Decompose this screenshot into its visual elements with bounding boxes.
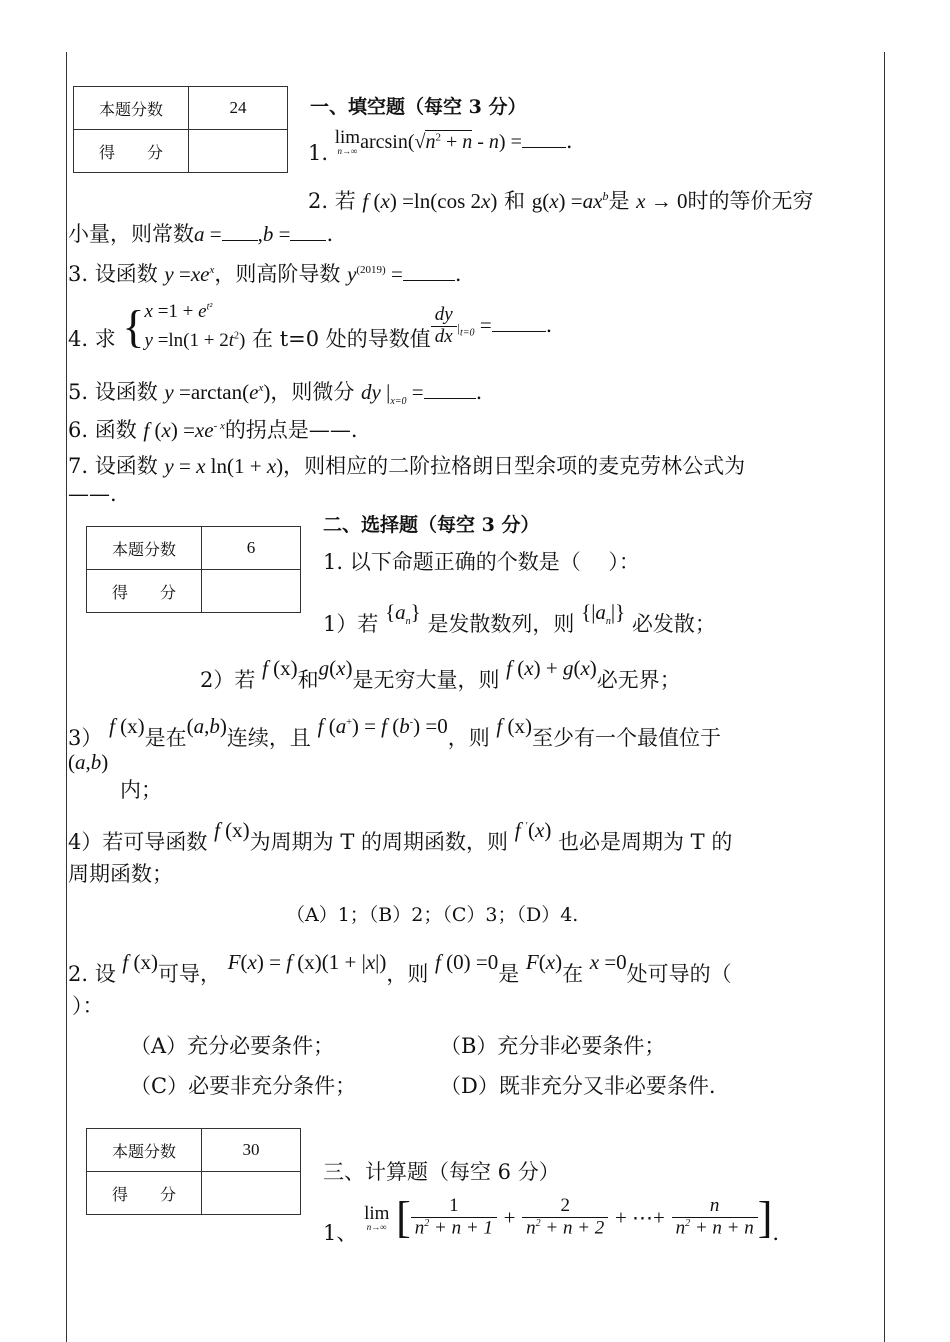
got-score-field[interactable] <box>202 570 301 613</box>
answer-blank[interactable] <box>522 128 566 148</box>
got-label: 得 分 <box>74 130 189 173</box>
limit-operator: lim n→∞ <box>334 127 361 157</box>
s2-statement-3-tail: 内； <box>120 778 162 802</box>
score-value: 6 <box>202 527 301 570</box>
s1-question-2: 2. 若 f (x) =ln(cos 2x) 和 $g(x) =ax^b$是 x → 0时的等价无穷 <box>308 189 814 213</box>
got-score-field[interactable] <box>189 130 288 173</box>
s1-question-5: 5. 设函数 $y =\arctan(e^x)$，则微分 dy $|_{x=0}$ = . <box>68 380 483 408</box>
section2-title: 二、选择题（每空 3 分） <box>323 514 540 536</box>
right-border-line <box>884 52 885 1342</box>
s1-question-7: 7. 设函数 y = x ln(1 + x)，则相应的二阶拉格朗日型余项的麦克劳林公式为 <box>68 454 746 478</box>
s1-question-2-cont: 小量，则常数a = ,b = . <box>68 222 334 246</box>
s2-option-a: （A）充分必要条件； <box>130 1034 335 1058</box>
s1-question-4: 4. 求 { $x =1 + e^{t^2}$ $y =\ln(1 + 2t^2)$ 在 t=0 处的导数值 $\frac{dy}{dx}$ $|_{t=0}$ = . <box>68 300 553 352</box>
s2-option-b: （B）充分非必要条件； <box>440 1034 666 1058</box>
limit-operator: lim n→∞ <box>364 1203 390 1232</box>
s2-question-2-cont: ）： <box>72 994 104 1018</box>
got-label: 得 分 <box>87 570 202 613</box>
got-label: 得 分 <box>87 1172 202 1215</box>
score-value: 24 <box>189 87 288 130</box>
got-score-field[interactable] <box>202 1172 301 1215</box>
answer-blank[interactable] <box>424 379 476 399</box>
score-box-2 <box>86 526 301 613</box>
s2-option-c: （C）必要非充分条件； <box>130 1074 357 1098</box>
score-value: 30 <box>202 1129 301 1172</box>
s2-statement-3: 3） f (x)是在(a,b)连续，且 f (a+) = f (b-) =0，则 f (x)至少有一个最值位于 <box>68 714 721 750</box>
score-label: 本题分数 <box>87 527 202 570</box>
s2-statement-3-cont: (a,b) <box>68 750 109 774</box>
s1-question-1: 1. lim n→∞ $\arcsin(√n^2 + n - n)$ = . <box>308 127 573 165</box>
s1-question-6: 6. 函数 f $(x) =xe^{- x}$的拐点是——. <box>68 418 358 442</box>
s1-question-3: 3. 设函数 $y =xe^x$，则高阶导数 $y^{(2019)}$ = . <box>68 262 462 286</box>
answer-blank[interactable] <box>222 221 258 241</box>
score-box-1 <box>73 86 288 173</box>
derivative-fraction: $\frac{dy}{dx}$ <box>431 305 457 348</box>
answer-blank[interactable] <box>492 312 546 332</box>
s2-statement-2: 2）若 f (x)和g(x)是无穷大量，则 f (x) + g(x)必无界； <box>200 656 681 692</box>
s2-option-d: （D）既非充分又非必要条件. <box>440 1074 716 1098</box>
score-label: 本题分数 <box>87 1129 202 1172</box>
section1-title: 一、填空题（每空 3 分） <box>310 96 527 118</box>
s2-question-2: 2. 设 f (x)可导， F(x) = f (x)(1 + |x|)，则 f (0) =0是 F(x)在 x =0处可导的（ <box>68 950 732 986</box>
score-label: 本题分数 <box>74 87 189 130</box>
answer-blank[interactable] <box>403 261 455 281</box>
left-brace: { <box>122 300 145 352</box>
s3-question-1: 1、 lim n→∞ [ $\frac{1}{n^2 + n + 1}$ + $\frac{2}{n^2 + n + 2}$ + ⋯+ $\frac{n}{n^2 + n + n}$ ]. <box>323 1193 780 1245</box>
s2-q1-options: （A）1；（B）2；（C）3；（D）4. <box>286 904 579 926</box>
s2-statement-4: 4）若可导函数 f (x)为周期为 T 的周期函数，则 f ′(x) 也必是周期为 T 的 <box>68 818 733 854</box>
answer-blank[interactable] <box>290 221 326 241</box>
left-border-line <box>66 52 67 1342</box>
s2-statement-4-cont: 周期函数； <box>68 862 173 886</box>
s2-statement-1: 1）若 $\{a_n\}$ 是发散数列，则 $\{|a_n|\}$ 必发散； <box>323 600 716 636</box>
s2-question-1: 1. 以下命题正确的个数是（ ）： <box>323 550 640 574</box>
score-box-3 <box>86 1128 301 1215</box>
s1-question-7-cont: ——. <box>68 482 117 506</box>
section3-title: 三、计算题（每空 6 分） <box>323 1160 560 1184</box>
